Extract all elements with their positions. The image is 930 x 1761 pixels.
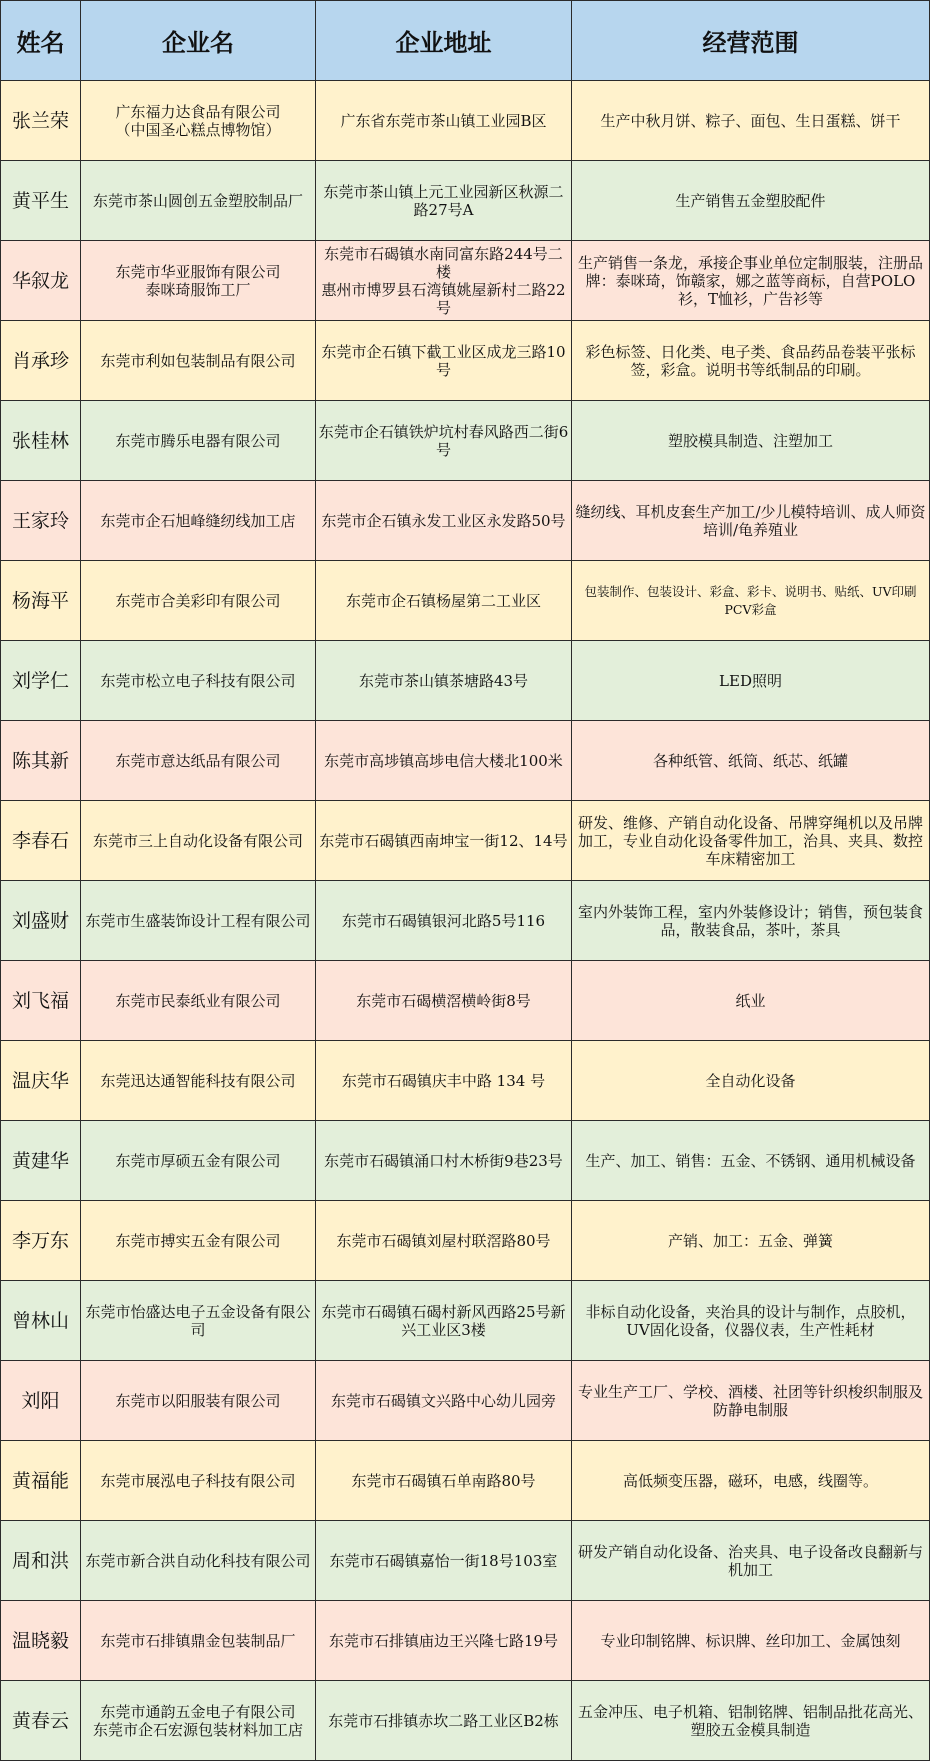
name-cell: 黄建华 — [1, 1121, 81, 1201]
address-cell: 东莞市茶山镇上元工业园新区秋源二路27号A — [316, 161, 572, 241]
name-cell: 杨海平 — [1, 561, 81, 641]
scope-cell: 室内外装饰工程，室内外装修设计；销售，预包装食品，散装食品，茶叶，茶具 — [572, 881, 930, 961]
company-cell: 东莞市三上自动化设备有限公司 — [81, 801, 316, 881]
name-cell: 黄春云 — [1, 1681, 81, 1761]
company-cell: 东莞市厚硕五金有限公司 — [81, 1121, 316, 1201]
table-row — [1, 1121, 930, 1201]
table-row — [1, 641, 930, 721]
table-row — [1, 721, 930, 801]
table-row — [1, 561, 930, 641]
header-row — [1, 1, 930, 81]
table-row — [1, 1281, 930, 1361]
company-cell: 东莞市搏实五金有限公司 — [81, 1201, 316, 1281]
company-cell: 东莞市石排镇鼎金包装制品厂 — [81, 1601, 316, 1681]
address-cell: 东莞市石碣镇水南同富东路244号二楼 惠州市博罗县石湾镇姚屋新村二路22号 — [316, 241, 572, 321]
name-cell: 刘阳 — [1, 1361, 81, 1441]
table-row — [1, 1681, 930, 1761]
company-cell: 东莞市民泰纸业有限公司 — [81, 961, 316, 1041]
name-cell: 华叙龙 — [1, 241, 81, 321]
address-cell: 东莞市石碣镇石碣村新风西路25号新兴工业区3楼 — [316, 1281, 572, 1361]
table-row — [1, 161, 930, 241]
company-cell: 东莞市腾乐电器有限公司 — [81, 401, 316, 481]
address-cell: 东莞市企石镇永发工业区永发路50号 — [316, 481, 572, 561]
scope-cell: 包装制作、包装设计、彩盒、彩卡、说明书、贴纸、UV印刷 PCV彩盒 — [572, 561, 930, 641]
name-cell: 王家玲 — [1, 481, 81, 561]
table-row — [1, 1441, 930, 1521]
company-cell: 东莞市华亚服饰有限公司 泰咪琦服饰工厂 — [81, 241, 316, 321]
name-cell: 张兰荣 — [1, 81, 81, 161]
address-cell: 东莞市石碣镇嘉怡一街18号103室 — [316, 1521, 572, 1601]
scope-cell: 缝纫线、耳机皮套生产加工/少儿模特培训、成人师资培训/龟养殖业 — [572, 481, 930, 561]
name-cell: 李春石 — [1, 801, 81, 881]
address-cell: 东莞市石碣镇西南坤宝一街12、14号 — [316, 801, 572, 881]
name-cell: 张桂林 — [1, 401, 81, 481]
scope-cell: 专业生产工厂、学校、酒楼、社团等针织梭织制服及防静电制服 — [572, 1361, 930, 1441]
company-cell: 东莞迅达通智能科技有限公司 — [81, 1041, 316, 1121]
table-row — [1, 1041, 930, 1121]
header-name: 姓名 — [1, 1, 81, 81]
company-cell: 东莞市通韵五金电子有限公司 东莞市企石宏源包装材料加工店 — [81, 1681, 316, 1761]
name-cell: 周和洪 — [1, 1521, 81, 1601]
table-row — [1, 961, 930, 1041]
name-cell: 曾林山 — [1, 1281, 81, 1361]
table-row — [1, 1601, 930, 1681]
scope-cell: 产销、加工：五金、弹簧 — [572, 1201, 930, 1281]
address-cell: 东莞市石碣镇涌口村木桥街9巷23号 — [316, 1121, 572, 1201]
scope-cell: 生产销售一条龙，承接企事业单位定制服装，注册品牌：泰咪琦，饰赣家，娜之蓝等商标，自营POLO衫，T恤衫，广告衫等 — [572, 241, 930, 321]
table-row — [1, 1361, 930, 1441]
scope-cell: 纸业 — [572, 961, 930, 1041]
company-cell: 广东福力达食品有限公司 （中国圣心糕点博物馆） — [81, 81, 316, 161]
address-cell: 广东省东莞市茶山镇工业园B区 — [316, 81, 572, 161]
scope-cell: 塑胶模具制造、注塑加工 — [572, 401, 930, 481]
name-cell: 刘学仁 — [1, 641, 81, 721]
name-cell: 肖承珍 — [1, 321, 81, 401]
scope-cell: 生产中秋月饼、粽子、面包、生日蛋糕、饼干 — [572, 81, 930, 161]
address-cell: 东莞市石排镇赤坎二路工业区B2栋 — [316, 1681, 572, 1761]
scope-cell: 彩色标签、日化类、电子类、食品药品卷装平张标签，彩盒。说明书等纸制品的印刷。 — [572, 321, 930, 401]
table-row — [1, 401, 930, 481]
table-row — [1, 241, 930, 321]
address-cell: 东莞市茶山镇茶塘路43号 — [316, 641, 572, 721]
scope-cell: 五金冲压、电子机箱、铝制铭牌、铝制品批花高光、塑胶五金模具制造 — [572, 1681, 930, 1761]
company-cell: 东莞市新合洪自动化科技有限公司 — [81, 1521, 316, 1601]
address-cell: 东莞市石碣镇石单南路80号 — [316, 1441, 572, 1521]
company-cell: 东莞市企石旭峰缝纫线加工店 — [81, 481, 316, 561]
header-address: 企业地址 — [316, 1, 572, 81]
scope-cell: 研发产销自动化设备、治夹具、电子设备改良翻新与机加工 — [572, 1521, 930, 1601]
table-row — [1, 321, 930, 401]
company-cell: 东莞市利如包装制品有限公司 — [81, 321, 316, 401]
address-cell: 东莞市石碣镇庆丰中路 134 号 — [316, 1041, 572, 1121]
company-cell: 东莞市以阳服装有限公司 — [81, 1361, 316, 1441]
table-row — [1, 801, 930, 881]
address-cell: 东莞市石碣镇银河北路5号116 — [316, 881, 572, 961]
name-cell: 刘盛财 — [1, 881, 81, 961]
scope-cell: 全自动化设备 — [572, 1041, 930, 1121]
name-cell: 温晓毅 — [1, 1601, 81, 1681]
header-scope: 经营范围 — [572, 1, 930, 81]
scope-cell: 研发、维修、产销自动化设备、吊牌穿绳机以及吊牌加工，专业自动化设备零件加工，治具、夹具、数控车床精密加工 — [572, 801, 930, 881]
address-cell: 东莞市企石镇下截工业区成龙三路10号 — [316, 321, 572, 401]
address-cell: 东莞市石碣横滘横岭街8号 — [316, 961, 572, 1041]
company-cell: 东莞市生盛装饰设计工程有限公司 — [81, 881, 316, 961]
table-row — [1, 1201, 930, 1281]
address-cell: 东莞市石碣镇刘屋村联滘路80号 — [316, 1201, 572, 1281]
scope-cell: 各种纸管、纸筒、纸芯、纸罐 — [572, 721, 930, 801]
company-cell: 东莞市茶山圆创五金塑胶制品厂 — [81, 161, 316, 241]
company-cell: 东莞市展泓电子科技有限公司 — [81, 1441, 316, 1521]
company-cell: 东莞市意达纸品有限公司 — [81, 721, 316, 801]
header-company: 企业名 — [81, 1, 316, 81]
table-body — [1, 81, 930, 1761]
table-row — [1, 881, 930, 961]
scope-cell: 生产、加工、销售：五金、不锈钢、通用机械设备 — [572, 1121, 930, 1201]
name-cell: 温庆华 — [1, 1041, 81, 1121]
name-cell: 李万东 — [1, 1201, 81, 1281]
name-cell: 刘飞福 — [1, 961, 81, 1041]
company-cell: 东莞市怡盛达电子五金设备有限公司 — [81, 1281, 316, 1361]
company-cell: 东莞市合美彩印有限公司 — [81, 561, 316, 641]
scope-cell: LED照明 — [572, 641, 930, 721]
table-row — [1, 81, 930, 161]
address-cell: 东莞市企石镇铁炉坑村春风路西二街6号 — [316, 401, 572, 481]
company-cell: 东莞市松立电子科技有限公司 — [81, 641, 316, 721]
table-row — [1, 1521, 930, 1601]
scope-cell: 高低频变压器，磁环，电感，线圈等。 — [572, 1441, 930, 1521]
scope-cell: 非标自动化设备，夹治具的设计与制作，点胶机，UV固化设备，仪器仪表，生产性耗材 — [572, 1281, 930, 1361]
name-cell: 陈其新 — [1, 721, 81, 801]
scope-cell: 生产销售五金塑胶配件 — [572, 161, 930, 241]
scope-cell: 专业印制铭牌、标识牌、丝印加工、金属蚀刻 — [572, 1601, 930, 1681]
name-cell: 黄福能 — [1, 1441, 81, 1521]
table-row — [1, 481, 930, 561]
name-cell: 黄平生 — [1, 161, 81, 241]
address-cell: 东莞市石碣镇文兴路中心幼儿园旁 — [316, 1361, 572, 1441]
address-cell: 东莞市企石镇杨屋第二工业区 — [316, 561, 572, 641]
address-cell: 东莞市高埗镇高埗电信大楼北100米 — [316, 721, 572, 801]
address-cell: 东莞市石排镇庙边王兴隆七路19号 — [316, 1601, 572, 1681]
